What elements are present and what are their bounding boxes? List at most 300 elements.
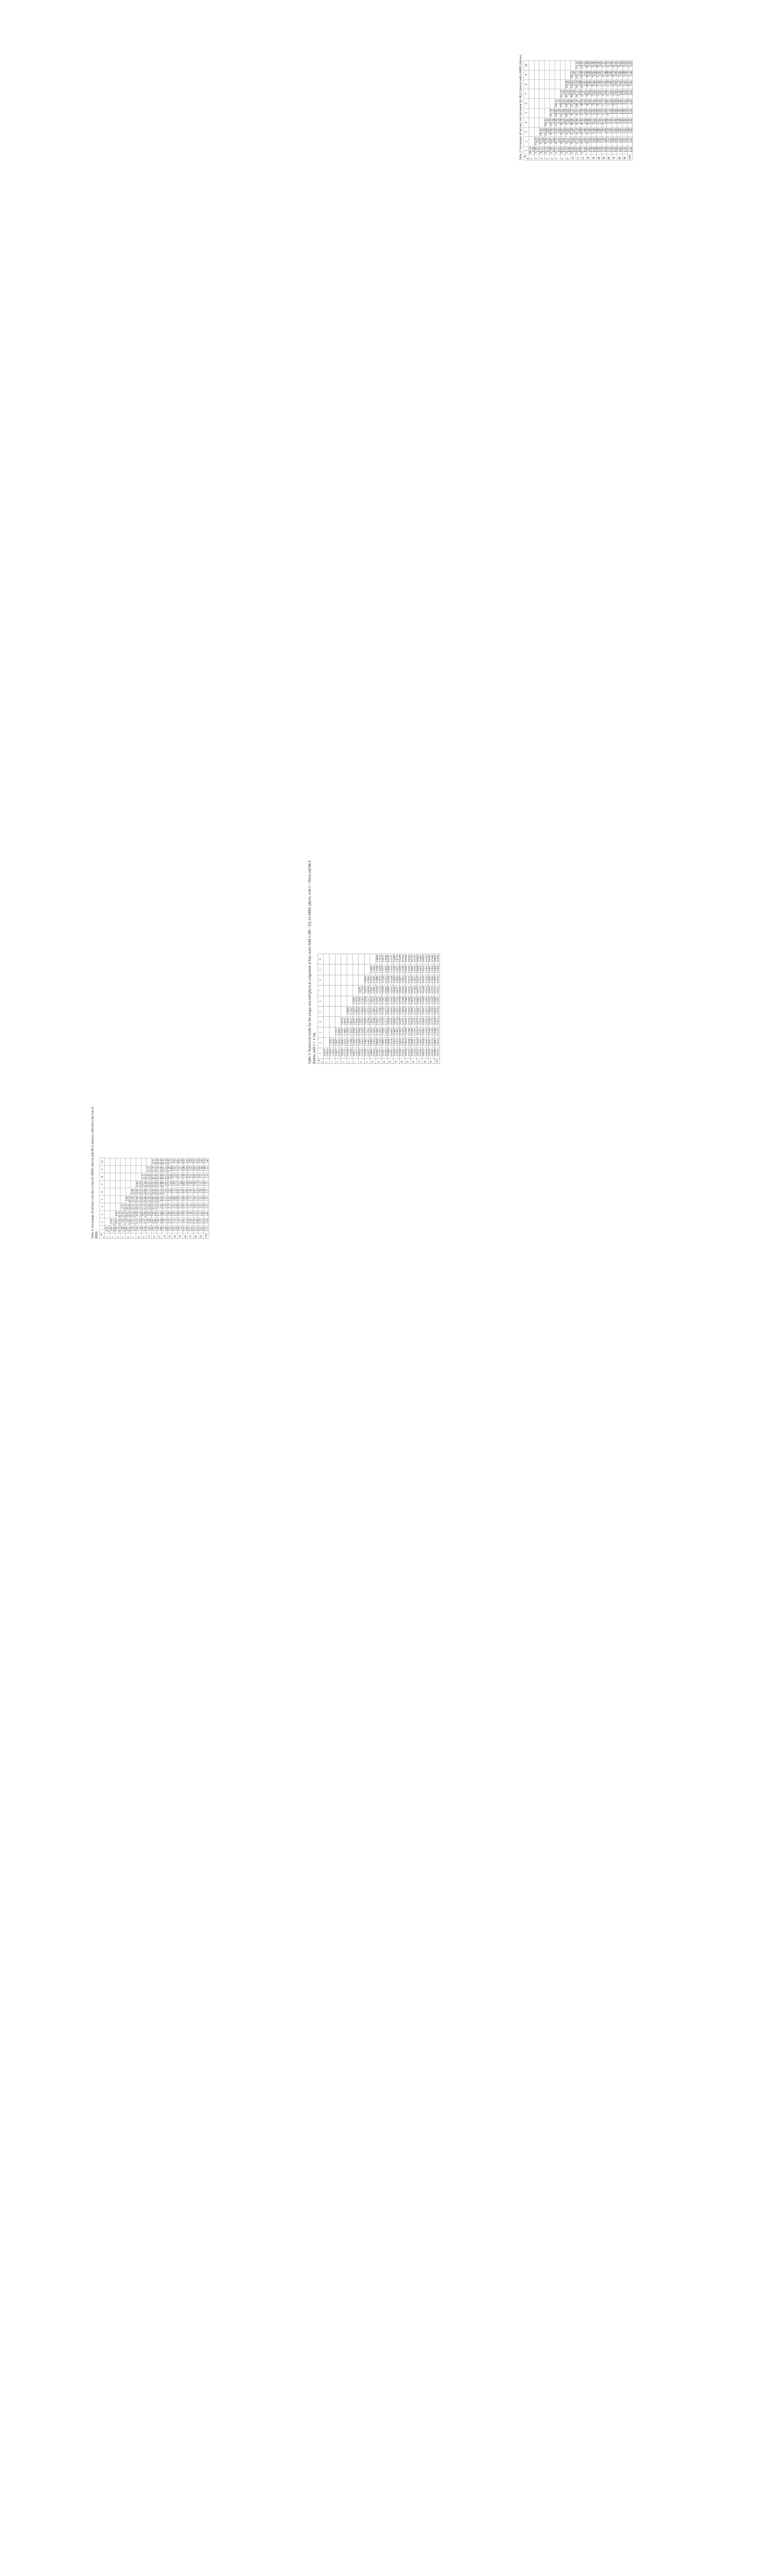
row-header: 7 (131, 1233, 136, 1239)
table-cell (105, 1158, 110, 1165)
value-below: 1.54 (201, 1181, 204, 1186)
table-cell (136, 1210, 142, 1218)
value-below: 35.13 (148, 1166, 152, 1172)
value-above: 33.73 (544, 147, 548, 154)
value-below: −0.16892 (385, 996, 388, 1005)
value-below: 1.73 (174, 1219, 178, 1224)
value-above: 14.42 (617, 71, 620, 78)
value-below: 4.27 (164, 1211, 168, 1217)
value-below: 1.03 (567, 80, 571, 86)
value-below: −0.02257 (425, 1007, 428, 1016)
value-above: 1.55 (172, 1219, 175, 1224)
table-cell (324, 975, 330, 985)
table-cell (148, 1203, 160, 1210)
row-header: 70 (188, 1233, 193, 1239)
value-above: 10.32 (162, 1189, 165, 1195)
table-cell (601, 70, 610, 80)
value-below: −0.02576 (437, 976, 440, 984)
row-header: 60 (607, 154, 612, 160)
value-below: −0.07156 (396, 996, 399, 1005)
table-cell (204, 1180, 209, 1188)
value-below: 1.59 (185, 1204, 188, 1209)
column-header: 10 (318, 954, 324, 964)
row-header: 11 (151, 1233, 157, 1239)
table-cell (335, 1017, 341, 1027)
table-cell (567, 118, 579, 127)
table-cell (121, 1188, 126, 1195)
table-row (596, 60, 602, 160)
value-above: 15.17 (146, 1189, 149, 1195)
row-header: 3 (110, 1233, 115, 1239)
value-below: −0.05266 (385, 1049, 388, 1058)
value-above: 8.37 (621, 100, 626, 105)
table-cell (136, 1158, 142, 1165)
value-above: 3.48 (120, 1226, 124, 1231)
row-header: 4 (335, 1059, 341, 1064)
row-header: 100 (434, 1059, 440, 1064)
table-cell (550, 89, 555, 99)
value-below: 34.11 (143, 1174, 146, 1180)
table-cell (182, 1180, 191, 1188)
table-cell (329, 996, 335, 1006)
value-above: 0.25 (203, 1226, 207, 1231)
value-below: −0.02584 (408, 1028, 410, 1037)
value-below: 0.00 (573, 147, 576, 153)
table-cell (557, 118, 566, 127)
value-below: 0.01 (577, 109, 581, 115)
value-above: 0.31652 (353, 1007, 356, 1014)
value-below: 24.88 (143, 1189, 146, 1195)
value-above: 7.22 (177, 1166, 181, 1171)
row-header: 90 (198, 1233, 204, 1239)
table-cell (405, 1027, 411, 1037)
table-cell (388, 996, 394, 1006)
table-cell (411, 1006, 417, 1016)
value-below: −0.11771 (385, 1017, 388, 1027)
table-cell (619, 70, 628, 80)
value-below: 32.88 (148, 1174, 152, 1180)
row-header: 30 (591, 154, 597, 160)
table-cell (382, 986, 388, 996)
table-cell (394, 1017, 400, 1027)
column-header: 2 (318, 1037, 324, 1048)
value-above: 9.78 (621, 90, 626, 95)
value-above: 3.86 (627, 128, 630, 133)
table-cell (557, 137, 566, 147)
value-below: 1.35 (206, 1181, 209, 1186)
value-below: 0.00 (588, 61, 592, 66)
table-cell (434, 1017, 440, 1027)
value-above: 5.15 (193, 1159, 196, 1163)
table-cell (539, 137, 548, 147)
value-above: 67.93 (544, 138, 548, 144)
value-below: −0.19862 (385, 986, 388, 995)
value-below: 27.74 (118, 1211, 121, 1218)
value-above: 3.79 (177, 1196, 181, 1201)
value-below: 0.00 (609, 118, 612, 124)
value-below: 0.00 (603, 147, 607, 153)
table-cell (399, 964, 405, 975)
value-above: 0.19818 (388, 965, 391, 973)
table-cell (347, 1048, 353, 1059)
value-below: 15.68 (133, 1211, 136, 1218)
table-cell (187, 1218, 196, 1226)
value-above: 0.10481 (364, 1039, 367, 1046)
value-above: 33.63 (591, 90, 594, 97)
value-above: 0.27731 (359, 1007, 361, 1014)
value-above: 0.05375 (417, 976, 420, 983)
column-header: 9 (99, 1165, 105, 1172)
value-above: 5.75 (172, 1189, 175, 1194)
table-cell (121, 1158, 126, 1165)
column-header: 3 (524, 127, 529, 137)
value-above: 0.17887 (382, 996, 385, 1004)
value-above: 3.36 (187, 1189, 191, 1194)
value-below: 0.89 (201, 1211, 204, 1217)
table-cell (187, 1188, 196, 1195)
value-below: −0.03451 (414, 996, 417, 1005)
value-below: 2.88 (164, 1226, 168, 1231)
value-above: 2.36 (203, 1189, 207, 1194)
value-below: 1.50 (206, 1174, 209, 1179)
value-below: −0.01706 (431, 1017, 434, 1027)
value-above: 21.03 (585, 128, 589, 134)
value-below: −0.15814 (373, 1028, 376, 1037)
value-above: 0.02684 (428, 1007, 431, 1014)
table-cell (617, 127, 626, 137)
value-below: 1.22 (201, 1196, 204, 1201)
value-below: 1.05 (201, 1204, 204, 1209)
table-cell (529, 137, 537, 147)
table-cell (121, 1203, 126, 1210)
table-cell (405, 1048, 411, 1059)
value-above: 0.00498 (434, 1049, 437, 1057)
table-cell (121, 1210, 126, 1218)
table-cell (388, 986, 394, 996)
value-above: 68.08 (570, 118, 574, 125)
value-above: 12.91 (606, 100, 610, 106)
table-cell (164, 1210, 172, 1218)
value-below: 0.01 (577, 100, 581, 105)
table-cell (146, 1195, 152, 1203)
table-cell (593, 70, 605, 80)
table-cell (187, 1203, 196, 1210)
value-below: 0.00 (619, 128, 623, 133)
value-below: 0.00 (614, 61, 618, 66)
table-cell (434, 1006, 440, 1016)
table-cell (359, 964, 365, 975)
value-below: −0.17891 (367, 1028, 370, 1037)
table-cell (138, 1180, 146, 1188)
value-below: 4.73 (174, 1166, 178, 1171)
value-above: 9.09 (611, 109, 615, 115)
value-above: 13.95 (141, 1196, 144, 1203)
value-above: 2.13 (198, 1196, 201, 1201)
value-above: 6.17 (136, 1219, 139, 1224)
value-below: −0.23533 (338, 1049, 341, 1058)
value-below: −0.34699 (332, 1049, 335, 1058)
table-cell (560, 89, 565, 99)
table-cell (148, 1195, 160, 1203)
value-below: 0.00 (624, 147, 628, 153)
table-cell (376, 975, 382, 985)
table-3 (318, 954, 440, 1064)
value-above: 0.22835 (347, 1028, 350, 1036)
table-cell (341, 1027, 347, 1037)
value-below: 0.00 (614, 100, 618, 105)
column-header: 2 (524, 137, 529, 147)
value-below: −0.44842 (344, 1028, 347, 1037)
value-above: 2.95 (193, 1189, 196, 1194)
value-below: 0.00 (577, 138, 581, 143)
value-below: −0.68008 (338, 1028, 341, 1037)
table-row (539, 60, 545, 160)
value-below: 0.00 (588, 147, 592, 153)
value-above: 0.03337 (434, 986, 437, 994)
value-below: −0.11541 (379, 1039, 382, 1047)
value-below: −0.72422 (350, 1007, 353, 1016)
value-below: 0.00 (593, 118, 597, 124)
table-cell (146, 1158, 152, 1165)
value-below: −0.14218 (391, 976, 393, 984)
table-cell (417, 1027, 423, 1037)
value-above: 57.08 (533, 147, 537, 154)
value-below: 0.01 (583, 61, 586, 66)
value-below: 0.00 (619, 100, 623, 105)
value-above: 9.34 (120, 1204, 124, 1209)
value-below: −0.03470 (396, 1039, 399, 1047)
table-cell (169, 1180, 181, 1188)
table-cell (370, 964, 376, 975)
value-below: −0.17763 (344, 1049, 347, 1058)
table-cell (388, 1027, 394, 1037)
table-cell (394, 1037, 400, 1048)
table-cell (169, 1158, 181, 1165)
value-above: 95.69 (585, 61, 589, 68)
value-below: 0.00 (614, 109, 618, 115)
value-below: 0.53 (577, 71, 581, 76)
table-cell (575, 127, 584, 137)
value-below: −0.69095 (344, 1017, 347, 1027)
value-below: −0.28719 (367, 1007, 370, 1016)
value-above: 0.33382 (329, 1039, 332, 1046)
value-above: 0.31 (193, 1226, 196, 1231)
table-cell (394, 954, 400, 964)
table-cell (193, 1210, 198, 1218)
value-above: 12.23 (136, 1204, 139, 1210)
table-cell (544, 70, 550, 80)
table-cell (557, 146, 566, 154)
value-above: 8.54 (156, 1204, 160, 1209)
table-cell (612, 80, 617, 89)
value-above: 4.63 (182, 1181, 186, 1186)
table-cell (593, 137, 605, 147)
value-above: 0.42609 (353, 996, 356, 1004)
value-above: 1.49 (156, 1226, 160, 1231)
value-above: 4.20 (104, 1226, 108, 1231)
value-above: 0.04825 (394, 1028, 396, 1036)
value-above: 20.18 (596, 100, 600, 106)
value-below: 21.35 (118, 1219, 121, 1225)
value-below: −0.15724 (391, 965, 393, 974)
row-header: 15 (157, 1233, 162, 1239)
corner-n-label: n (526, 158, 529, 160)
table-cell (405, 954, 411, 964)
table-cell (341, 996, 347, 1006)
table-cell (182, 1210, 191, 1218)
value-below: 2.36 (185, 1181, 188, 1186)
value-below: 2.06 (201, 1159, 204, 1163)
table-cell (347, 1017, 353, 1027)
table-row (612, 60, 617, 160)
value-below: −0.49286 (379, 965, 382, 974)
table-cell (544, 80, 550, 89)
value-above: 1.17 (198, 1211, 201, 1217)
value-below: 2.88 (180, 1181, 183, 1186)
table-cell (423, 964, 429, 975)
value-above: 6.21 (156, 1211, 160, 1217)
column-header: 9 (318, 964, 324, 975)
value-below: 0.00 (609, 90, 612, 95)
table-cell (429, 986, 435, 996)
table-cell (364, 975, 370, 985)
table-row (105, 1158, 110, 1239)
value-above: 0.08190 (399, 986, 402, 994)
table-cell (174, 1226, 186, 1233)
table-cell (361, 986, 370, 996)
value-below: 23.04 (138, 1196, 142, 1203)
value-above: 7.87 (151, 1211, 154, 1217)
value-above: 0.25307 (353, 1017, 356, 1025)
table-cell (341, 964, 347, 975)
table-cell (434, 1027, 440, 1037)
value-above: 1.97 (617, 147, 620, 153)
table-cell (157, 1158, 162, 1165)
table-cell (550, 70, 555, 80)
table-cell (388, 1037, 394, 1048)
value-above: 14.97 (162, 1166, 165, 1172)
value-below: 1.80 (206, 1159, 209, 1163)
table-cell (612, 60, 617, 70)
value-above: 0.14999 (394, 955, 396, 963)
value-above: 37.07 (585, 109, 589, 116)
value-above: 0.23701 (376, 996, 379, 1004)
value-above: 17.39 (156, 1166, 160, 1172)
value-below: 1.57 (190, 1196, 193, 1201)
value-above: 11.50 (151, 1159, 154, 1165)
table-cell (361, 1048, 370, 1059)
value-above: 2.93 (177, 1204, 181, 1209)
value-below: 0.85 (195, 1219, 199, 1224)
value-above: 14.18 (621, 61, 626, 68)
table-cell (361, 1037, 370, 1048)
value-below: 1.07 (206, 1196, 209, 1201)
table-cell (187, 1226, 196, 1233)
table-cell (619, 80, 628, 89)
value-above: 13.45 (146, 1196, 149, 1203)
row-header: 90 (429, 1059, 435, 1064)
value-above: 0.09485 (370, 1039, 373, 1046)
value-below: 0.00 (577, 147, 581, 153)
table-cell (370, 1006, 376, 1016)
value-below: −0.48327 (350, 1017, 353, 1027)
table-row (534, 60, 539, 160)
table-cell (555, 80, 560, 89)
value-above: 3.60 (198, 1174, 201, 1179)
value-below: −0.41521 (338, 1039, 341, 1047)
value-below: −0.12812 (373, 1039, 376, 1047)
value-above: 12.74 (617, 80, 620, 87)
value-above: 0.02429 (423, 1017, 426, 1025)
value-below: 3.59 (164, 1219, 168, 1224)
value-above: 0.04199 (428, 976, 431, 983)
table-cell (555, 137, 563, 147)
value-below: 0.75 (201, 1219, 204, 1224)
value-above: 16.32 (162, 1159, 165, 1165)
table-cell (376, 1048, 382, 1059)
table-cell (550, 108, 555, 118)
value-above: 0.12290 (394, 976, 396, 983)
value-above: 0.06569 (405, 986, 408, 994)
value-below: −0.14171 (385, 1007, 388, 1016)
value-above: 0.07074 (399, 996, 402, 1004)
table-cell (565, 99, 574, 109)
table-cell (115, 1210, 124, 1218)
value-above: 27.67 (601, 61, 605, 68)
value-below: 0.00 (614, 118, 618, 124)
table-cell (586, 99, 591, 109)
value-below: 1.14 (185, 1219, 188, 1224)
value-below: 0.00 (588, 90, 592, 95)
value-below: 5.27 (174, 1159, 178, 1163)
table-cell (565, 108, 574, 118)
table-cell (405, 1017, 411, 1027)
table-cell (541, 127, 553, 137)
value-above: 0.09297 (399, 976, 402, 983)
table-cell (575, 118, 584, 127)
value-below: 0.09 (573, 90, 576, 95)
table-cell (164, 1218, 172, 1226)
column-header: 8 (99, 1173, 105, 1180)
table-cell (591, 99, 600, 109)
table-cell (394, 964, 400, 975)
table-cell (182, 1226, 191, 1233)
value-below: −0.17331 (391, 955, 393, 964)
table-cell (359, 975, 365, 985)
table-cell (105, 1195, 110, 1203)
table-cell (125, 1188, 134, 1195)
value-above: 12.65 (156, 1189, 160, 1195)
table-cell (423, 1037, 429, 1048)
table-cell (382, 1017, 388, 1027)
value-below: −0.04604 (402, 1007, 405, 1016)
value-above: 0.48 (177, 1226, 181, 1231)
value-above: 0.06247 (410, 976, 414, 983)
value-below: 0.00 (629, 118, 633, 124)
value-below: 0.00 (624, 128, 628, 133)
value-above: 1.74 (182, 1211, 186, 1217)
value-above: 0.11699 (359, 1039, 361, 1046)
value-above: 0.27399 (376, 986, 379, 994)
value-above: 0.06363 (394, 1017, 396, 1025)
table-cell (174, 1218, 186, 1226)
value-below: 0.00 (583, 128, 586, 133)
column-header: 3 (318, 1027, 324, 1037)
table-cell (182, 1203, 191, 1210)
value-above: 114.18 (533, 138, 537, 145)
value-above: 2.80 (203, 1181, 207, 1186)
table-cell (617, 99, 626, 109)
